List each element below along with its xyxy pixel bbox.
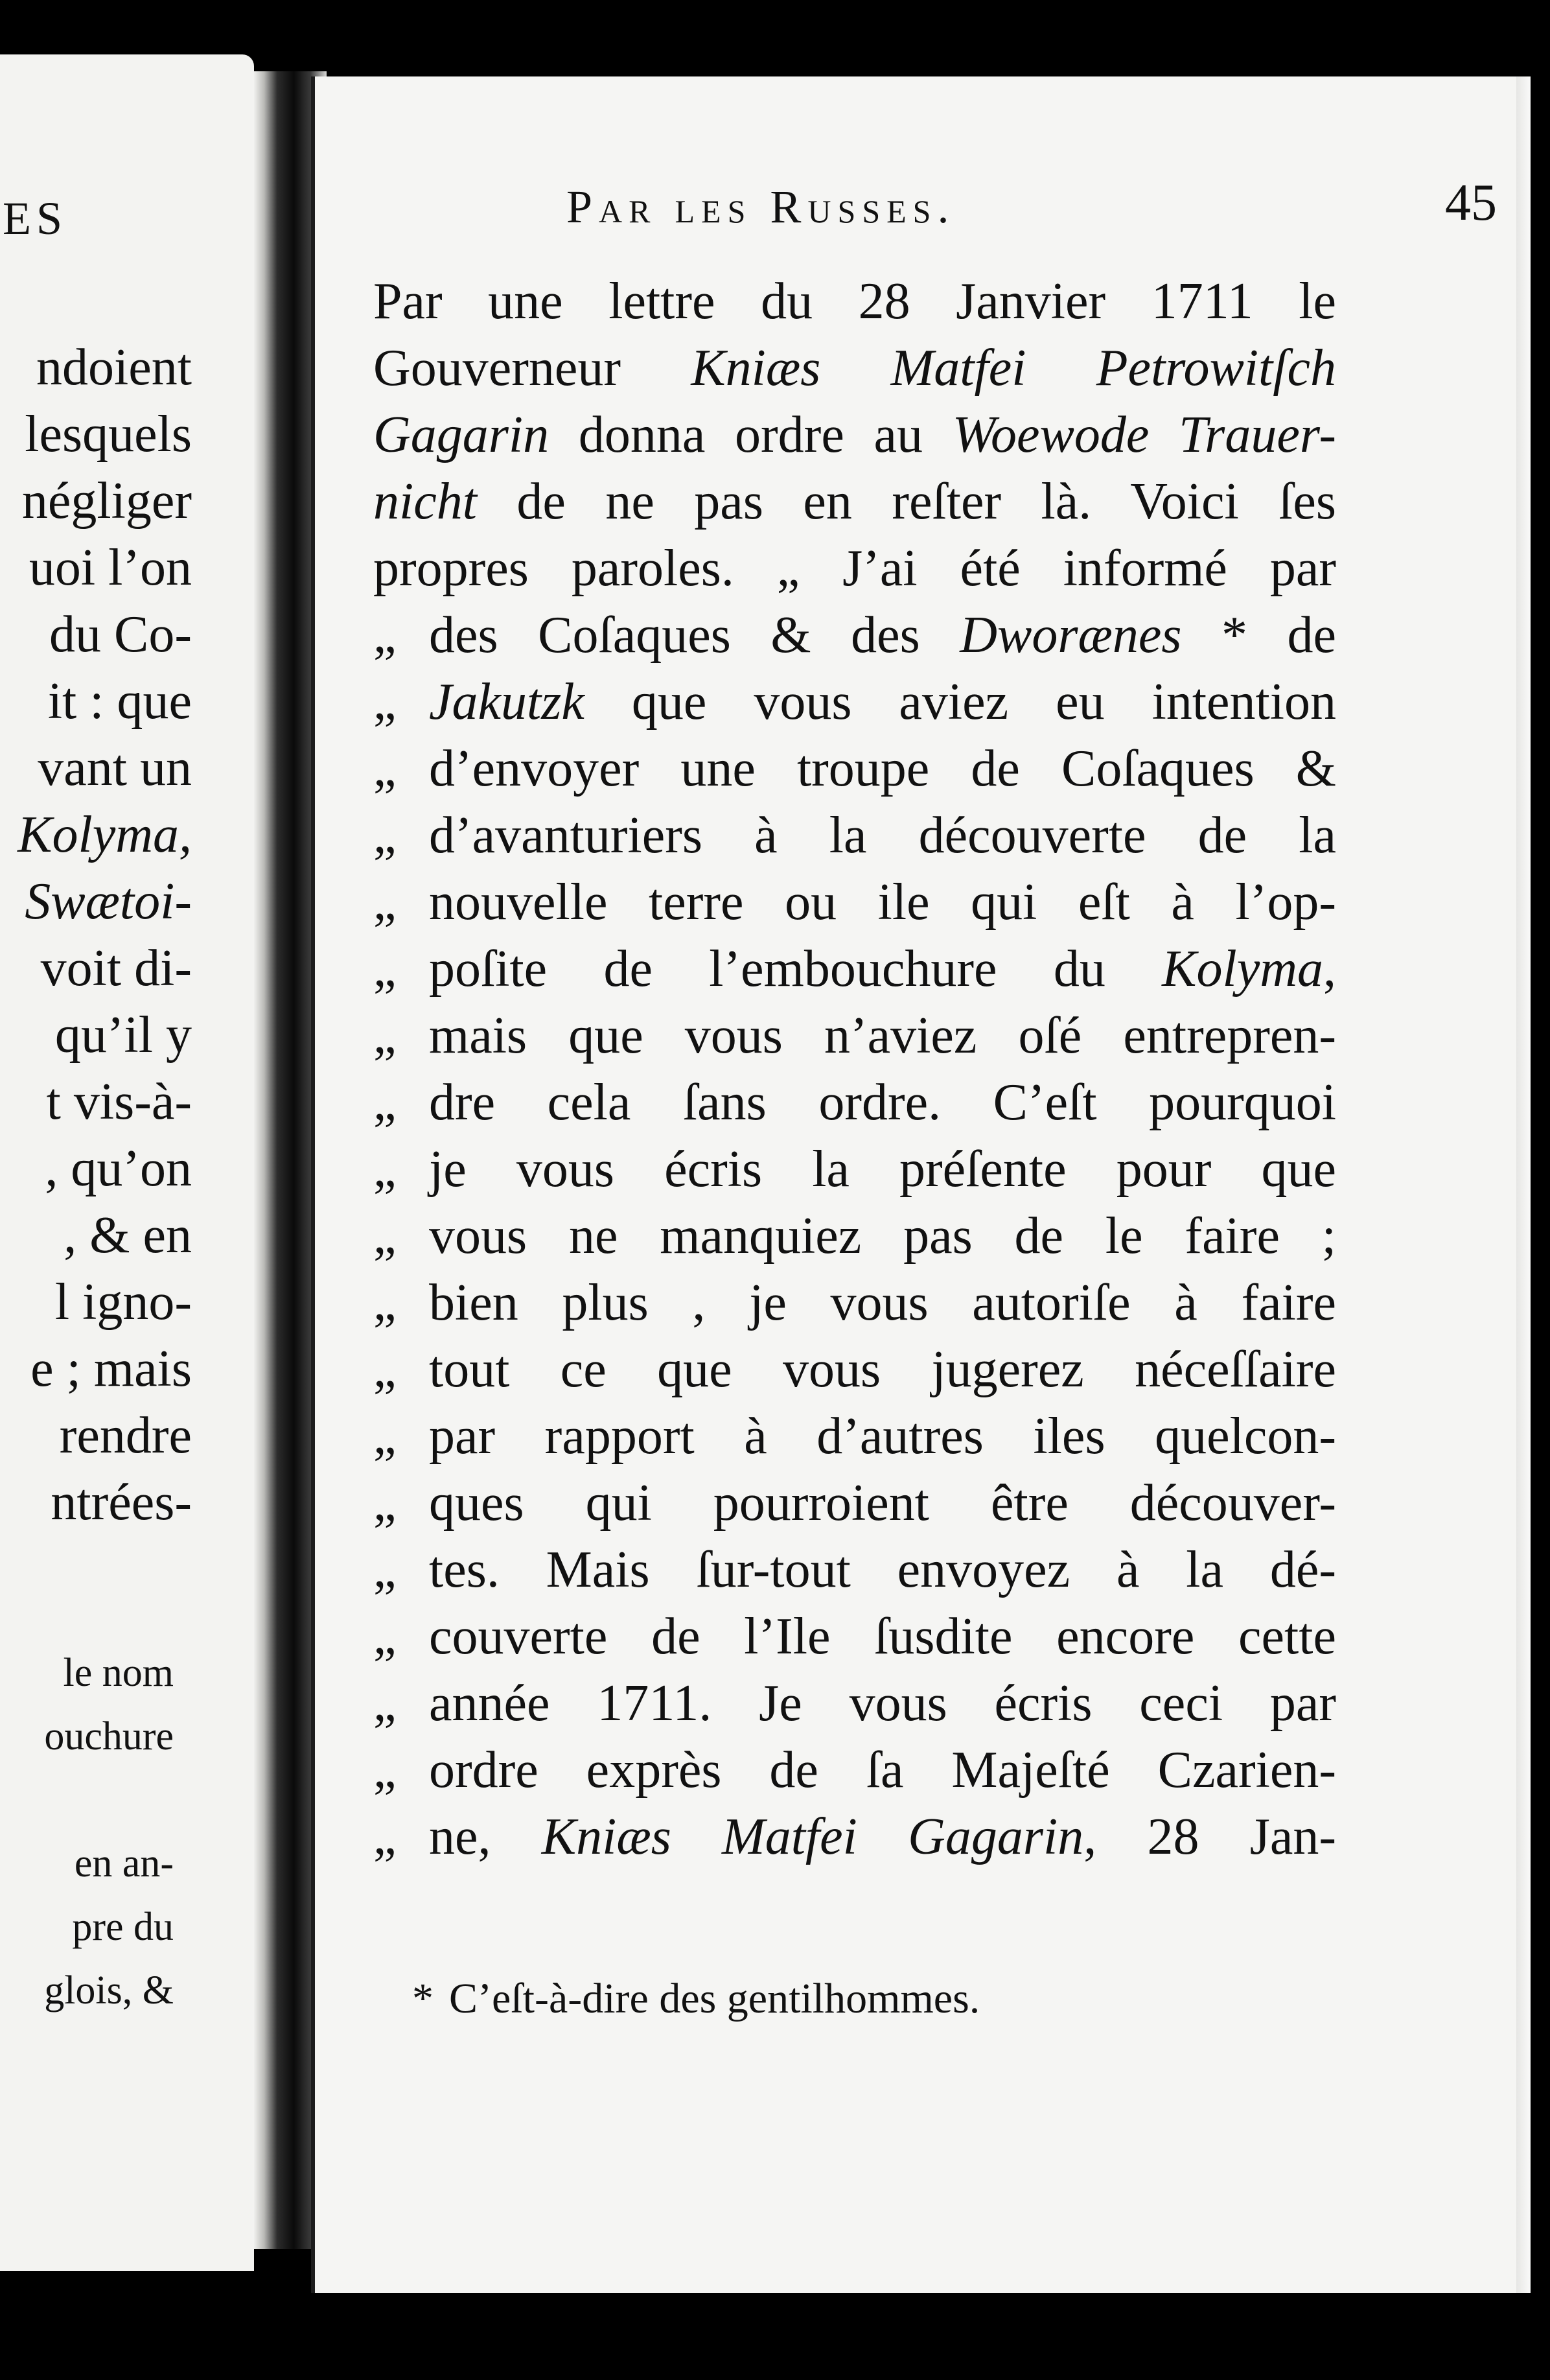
italic-name: Kniæs Matfei Gagarin [541, 1808, 1084, 1865]
quote-mark: „ [373, 1608, 397, 1665]
text-segment: mais que vous n’aviez oſé entrepren- [429, 1007, 1336, 1064]
left-page-footnote [44, 1641, 174, 2022]
line-text [429, 802, 1336, 869]
left-footnote-line [44, 1768, 174, 1832]
quote-mark: „ [373, 1408, 397, 1465]
text-line [373, 802, 1336, 869]
body-text [373, 268, 1336, 1871]
left-text-line: Kolyma, [17, 806, 192, 863]
text-segment: tout ce que vous jugerez néceſſaire [429, 1341, 1336, 1398]
text-line [373, 1537, 1336, 1604]
quote-mark: „ [373, 940, 397, 998]
text-line [373, 1003, 1336, 1069]
left-text-line: , qu’on [45, 1140, 192, 1197]
quote-mark: „ [373, 1742, 397, 1799]
left-text-line: négliger [21, 472, 192, 530]
text-line [373, 1270, 1336, 1336]
text-segment: propres paroles. „ J’ai été informé par [373, 540, 1336, 597]
text-segment: nouvelle terre ou ile qui eſt à l’op- [429, 874, 1336, 931]
left-text-line: , & en [64, 1207, 192, 1264]
text-line [373, 1670, 1336, 1737]
text-segment: d’envoyer une troupe de Coſaques & [429, 740, 1336, 797]
line-text [429, 869, 1336, 936]
text-segment: Par une lettre du 28 Janvier 1711 le [373, 273, 1336, 330]
line-text [429, 1537, 1336, 1604]
text-line [373, 1470, 1336, 1537]
line-text [373, 335, 1336, 402]
text-segment: ques qui pourroient être découver- [429, 1475, 1336, 1532]
left-footnote-line: le nom [63, 1651, 174, 1695]
line-text [429, 1737, 1336, 1804]
left-page-text [17, 334, 192, 1536]
line-text [429, 1003, 1336, 1069]
text-segment: Gouverneur [373, 340, 691, 397]
text-segment: d’avanturiers à la découverte de la [429, 807, 1336, 864]
line-text [429, 1604, 1336, 1670]
text-segment: que vous aviez eu intention [584, 673, 1336, 730]
left-text-line: it : que [47, 673, 192, 730]
quote-mark: „ [373, 1475, 397, 1532]
text-line [373, 1069, 1336, 1136]
line-text [429, 1069, 1336, 1136]
text-segment: , 28 Jan- [1083, 1808, 1337, 1865]
quote-mark: „ [373, 1541, 397, 1598]
right-page [311, 76, 1531, 2293]
quote-mark: „ [373, 1274, 397, 1331]
quote-mark: „ [373, 1141, 397, 1198]
text-segment: bien plus , je vous autoriſe à faire [429, 1274, 1336, 1331]
left-text-line: uoi l’on [29, 539, 192, 596]
text-line [373, 402, 1336, 469]
text-line [373, 1403, 1336, 1470]
text-segment: année 1711. Je vous écris ceci par [429, 1675, 1336, 1732]
text-line [373, 335, 1336, 402]
footnote [412, 1974, 980, 2024]
quote-mark: „ [373, 1208, 397, 1265]
left-footnote-line: pre du [72, 1905, 174, 1949]
line-text [373, 268, 1336, 335]
line-text [373, 402, 1336, 469]
text-segment: de ne pas en reſter là. Voici ſes [476, 473, 1336, 530]
left-text-line: qu’il y [54, 1007, 192, 1064]
italic-name: Gagarin [373, 406, 549, 463]
quote-mark: „ [373, 1007, 397, 1064]
left-footnote-line: en an- [74, 1841, 174, 1885]
quote-mark: „ [373, 673, 397, 730]
line-text [429, 736, 1336, 802]
line-text [429, 1203, 1336, 1270]
footnote-mark: * [412, 1975, 434, 2022]
quote-mark: „ [373, 1808, 397, 1865]
text-line [373, 469, 1336, 535]
line-text [429, 1804, 1336, 1871]
text-line [373, 1604, 1336, 1670]
text-segment: ne, [429, 1808, 542, 1865]
footnote-text: C’eſt-à-dire des gentilhommes. [449, 1975, 980, 2022]
left-text-line: l igno- [54, 1274, 192, 1331]
quote-mark: „ [373, 1341, 397, 1398]
line-text [429, 669, 1336, 736]
italic-name: Kniæs Matfei Petrowitſch [691, 340, 1336, 397]
quote-mark: „ [373, 1675, 397, 1732]
text-segment: ordre exprès de ſa Majeſté Czarien- [429, 1742, 1336, 1799]
quote-mark: „ [373, 807, 397, 864]
italic-name: Kolyma [1162, 940, 1323, 998]
text-line [373, 1136, 1336, 1203]
line-text [429, 1270, 1336, 1336]
text-segment: je vous écris la préſente pour que [429, 1141, 1336, 1198]
text-line [373, 936, 1336, 1003]
text-line [373, 1203, 1336, 1270]
quote-mark: „ [373, 607, 397, 664]
line-text [429, 936, 1336, 1003]
left-page [0, 54, 254, 2271]
left-text-line: e ; mais [30, 1340, 192, 1397]
line-text [429, 1670, 1336, 1737]
line-text [373, 535, 1336, 602]
text-segment: , [1323, 940, 1336, 998]
left-text-line: lesquels [25, 406, 192, 463]
text-segment: par rapport à d’autres iles quelcon- [429, 1408, 1336, 1465]
text-line [373, 1737, 1336, 1804]
italic-name: Woewode Trauer- [952, 406, 1336, 463]
left-text-line: voit di- [40, 940, 192, 997]
text-segment: * de [1181, 607, 1336, 664]
left-text-line: ndoient [36, 339, 192, 396]
text-segment: dre cela ſans ordre. C’eſt pourquoi [429, 1074, 1336, 1131]
italic-name: Dworænes [960, 607, 1182, 664]
line-text [429, 1336, 1336, 1403]
italic-name: nicht [373, 473, 477, 530]
left-text-line: Swætoi- [25, 873, 192, 930]
text-line [373, 869, 1336, 936]
left-running-head: ES [3, 192, 68, 244]
left-text-line: ntrées- [51, 1474, 192, 1531]
text-segment: des Coſaques & des [429, 607, 960, 664]
quote-mark: „ [373, 874, 397, 931]
italic-name: Jakutzk [429, 673, 584, 730]
text-line [373, 602, 1336, 669]
line-text [429, 602, 1336, 669]
line-text [429, 1403, 1336, 1470]
text-segment: couverte de l’Ile ſusdite encore cette [429, 1608, 1336, 1665]
quote-mark: „ [373, 740, 397, 797]
text-line [373, 535, 1336, 602]
left-footnote-line: ouchure [44, 1714, 174, 1758]
quote-mark: „ [373, 1074, 397, 1131]
text-line [373, 1336, 1336, 1403]
page-edge [1516, 76, 1531, 2293]
text-segment: poſite de l’embouchure du [429, 940, 1162, 998]
running-head: Par les Russes. [566, 181, 956, 233]
left-text-line: rendre [59, 1407, 192, 1464]
left-text-line: du Co- [49, 606, 192, 663]
left-text-line: t vis-à- [46, 1073, 192, 1130]
text-segment: tes. Mais ſur-tout envoyez à la dé- [429, 1541, 1336, 1598]
text-segment: donna ordre au [549, 406, 953, 463]
text-line [373, 736, 1336, 802]
text-line [373, 1804, 1336, 1871]
line-text [429, 1136, 1336, 1203]
left-text-line: vant un [38, 740, 192, 797]
left-footnote-line: glois, & [44, 1968, 174, 2012]
text-line [373, 669, 1336, 736]
line-text [373, 469, 1336, 535]
line-text [429, 1470, 1336, 1537]
text-segment: vous ne manquiez pas de le faire ; [429, 1208, 1336, 1265]
page-number: 45 [1445, 174, 1497, 231]
text-line [373, 268, 1336, 335]
